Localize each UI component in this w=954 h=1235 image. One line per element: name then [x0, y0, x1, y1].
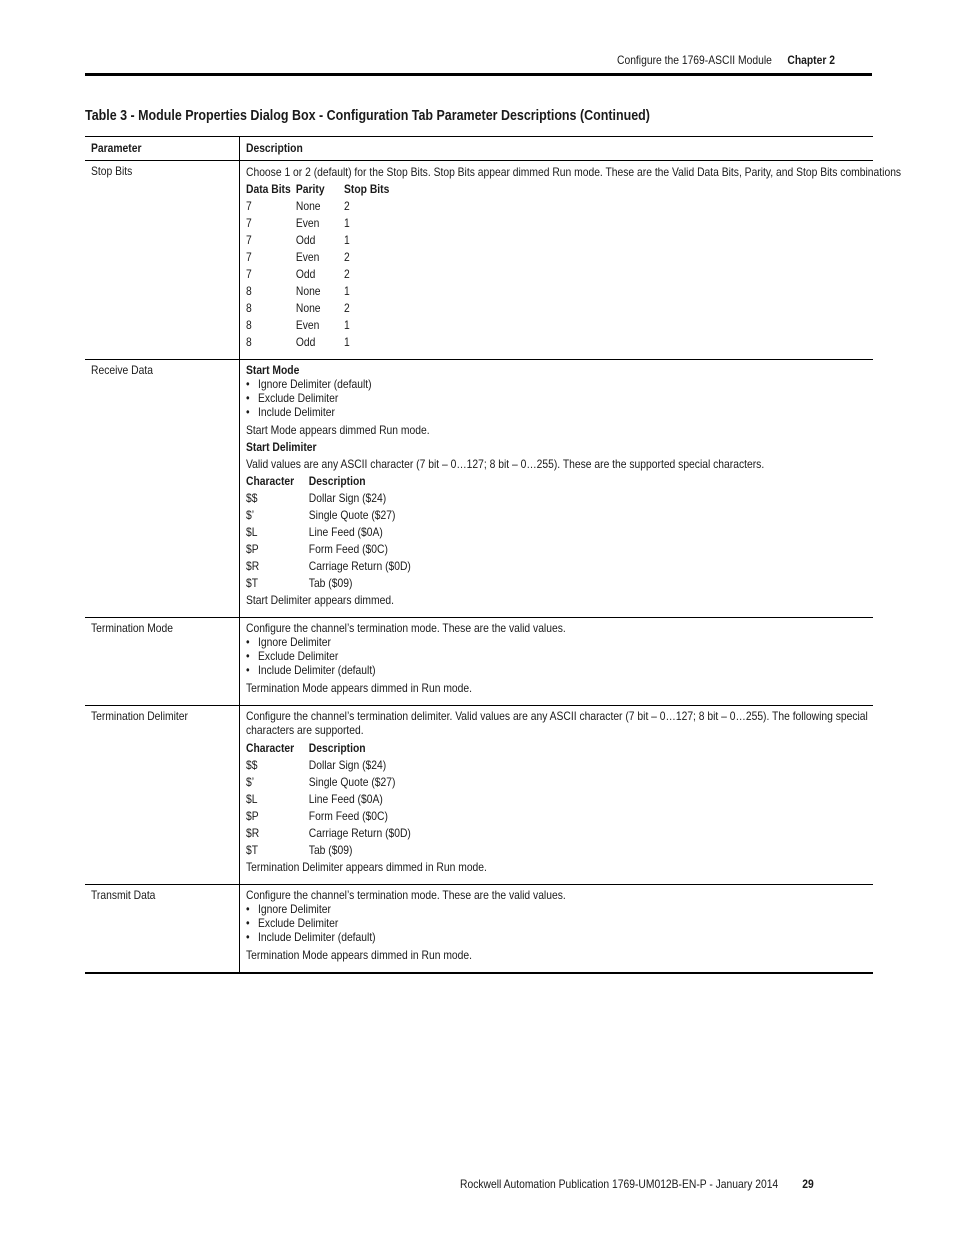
column-header-parameter: Parameter — [85, 137, 240, 160]
termination-delimiter-note: Termination Delimiter appears dimmed in Run mode. — [246, 860, 487, 874]
table-row-termination-delimiter — [85, 705, 873, 884]
termination-delimiter-intro: Configure the channel’s termination delimiter. Valid values are any ASCII character (7 bit – 0…127; 8 bit – 0…255). The following special — [246, 709, 868, 723]
page-header — [617, 53, 870, 67]
list-item: $T Tab ($09) — [246, 576, 353, 590]
termination-delimiter-intro-cont: characters are supported. — [246, 723, 364, 737]
list-item: $P Form Feed ($0C) — [246, 542, 388, 556]
parameter-description — [240, 161, 954, 359]
character-header: Character Description — [246, 474, 366, 488]
transmit-data-note: Termination Mode appears dimmed in Run mode. — [246, 948, 473, 962]
list-item: 7 Even 2 — [246, 250, 350, 264]
parameter-table — [85, 136, 902, 974]
parameter-name: Termination Mode — [85, 618, 240, 705]
parameter-description — [240, 360, 873, 617]
list-item: • Exclude Delimiter — [246, 916, 566, 930]
start-delimiter-intro: Valid values are any ASCII character (7 bit – 0…127; 8 bit – 0…255). These are the supported special characters. — [246, 457, 765, 471]
start-delimiter-heading: Start Delimiter — [246, 440, 317, 454]
list-item: $T Tab ($09) — [246, 843, 353, 857]
parameter-description — [240, 706, 954, 884]
list-item: • Ignore Delimiter (default) — [246, 377, 764, 391]
list-item: 7 Even 1 — [246, 216, 350, 230]
page-number: 29 — [801, 1177, 814, 1191]
start-delimiter-note: Start Delimiter appears dimmed. — [246, 593, 394, 607]
list-item: 8 None 1 — [246, 284, 350, 298]
list-item: $L Line Feed ($0A) — [246, 525, 383, 539]
list-item: $’ Single Quote ($27) — [246, 508, 396, 522]
list-item: • Ignore Delimiter — [246, 635, 566, 649]
parameter-name: Termination Delimiter — [85, 706, 240, 884]
list-item: 7 None 2 — [246, 199, 350, 213]
list-item: $L Line Feed ($0A) — [246, 792, 383, 806]
publication-info: Rockwell Automation Publication 1769-UM012B-EN-P - January 2014 — [459, 1177, 778, 1191]
list-item: $R Carriage Return ($0D) — [246, 559, 411, 573]
table-title: Table 3 - Module Properties Dialog Box - Configuration Tab Parameter Descriptions (Continued) — [85, 108, 650, 124]
table-row-receive-data — [85, 359, 873, 617]
list-item: $$ Dollar Sign ($24) — [246, 758, 387, 772]
table-row-stop-bits — [85, 160, 902, 359]
list-item: $’ Single Quote ($27) — [246, 775, 396, 789]
stop-bits-header: Data Bits Parity Stop Bits — [246, 182, 390, 196]
stop-bits-intro: Choose 1 or 2 (default) for the Stop Bits. Stop Bits appear dimmed Run mode. These are the Valid Data Bits, Parity, and Stop Bits combinations — [246, 165, 902, 179]
header-rule — [85, 73, 872, 76]
start-mode-heading: Start Mode — [246, 363, 300, 377]
list-item: • Exclude Delimiter — [246, 649, 566, 663]
table-header-row — [85, 137, 873, 160]
list-item: $$ Dollar Sign ($24) — [246, 491, 387, 505]
start-mode-note: Start Mode appears dimmed Run mode. — [246, 423, 430, 437]
termination-mode-intro: Configure the channel’s termination mode. These are the valid values. — [246, 621, 566, 635]
list-item: 8 Even 1 — [246, 318, 350, 332]
list-item: • Include Delimiter — [246, 405, 764, 419]
list-item: 8 None 2 — [246, 301, 350, 315]
parameter-name: Receive Data — [85, 360, 240, 617]
chapter-label: Chapter 2 — [786, 53, 835, 67]
list-item: $P Form Feed ($0C) — [246, 809, 388, 823]
column-header-description: Description — [246, 141, 303, 155]
list-item: • Exclude Delimiter — [246, 391, 764, 405]
section-title: Configure the 1769-ASCII Module — [616, 53, 772, 67]
parameter-description — [240, 618, 873, 705]
transmit-data-intro: Configure the channel’s termination mode. These are the valid values. — [246, 888, 566, 902]
table-row-transmit-data — [85, 884, 873, 972]
list-item: 7 Odd 1 — [246, 233, 350, 247]
page-footer — [460, 1177, 871, 1191]
list-item: 7 Odd 2 — [246, 267, 350, 281]
list-item: $R Carriage Return ($0D) — [246, 826, 411, 840]
termination-mode-note: Termination Mode appears dimmed in Run mode. — [246, 681, 473, 695]
list-item: • Include Delimiter (default) — [246, 663, 566, 677]
character-header: Character Description — [246, 741, 366, 755]
parameter-description — [240, 885, 873, 972]
parameter-name: Stop Bits — [85, 161, 240, 359]
parameter-name: Transmit Data — [85, 885, 240, 972]
list-item: 8 Odd 1 — [246, 335, 350, 349]
list-item: • Include Delimiter (default) — [246, 930, 566, 944]
table-row-termination-mode — [85, 617, 873, 705]
list-item: • Ignore Delimiter — [246, 902, 566, 916]
